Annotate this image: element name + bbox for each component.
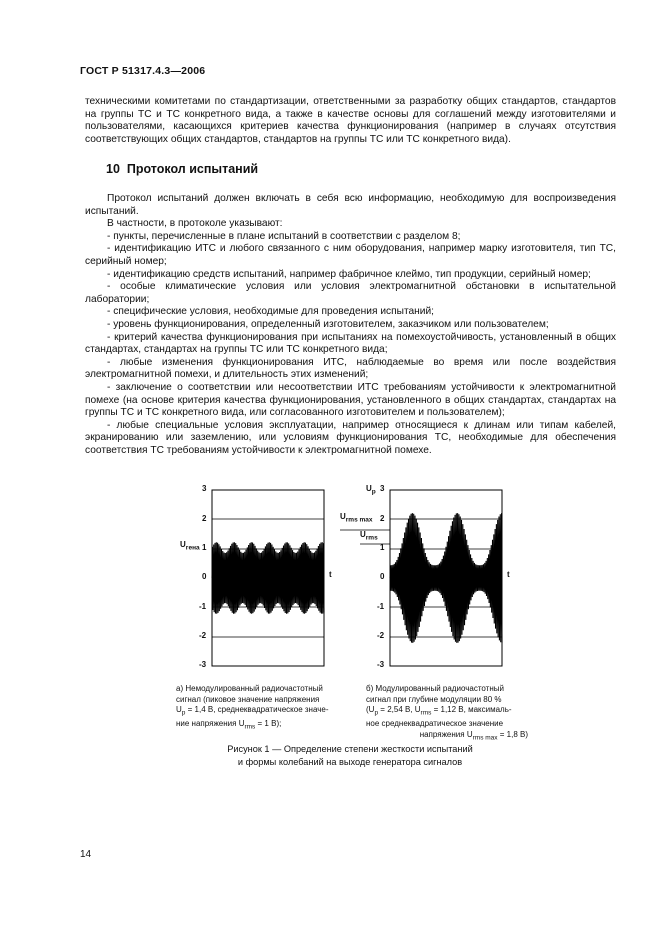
intro-text: техническими комитетами по стандартизации, ответственными за разработку общих стандартов, стандартов на группы ТС и ТС конкретного вида, а также в качестве основы для соглашений между изготовителями и пользователями, касающихся критериев качества функционирования (например в случаях отсутствия соответствующих общих стандартов, стандартов на группы ТС или ТС конкретного вида). [85, 96, 616, 145]
figure-caption: Рисунок 1 — Определение степени жесткости испытаний и формы колебаний на выходе генератора сигналов [227, 744, 473, 767]
document-header: ГОСТ Р 51317.4.3—2006 [80, 65, 206, 77]
left-tick-label: 1 [202, 543, 207, 552]
left-x-axis-label: t [329, 570, 332, 579]
left-tick-label: -2 [199, 631, 207, 640]
figure-right [340, 484, 510, 674]
right-tick-label: -2 [377, 631, 385, 640]
list-item: - особые климатические условия или условия электромагнитной обстановки в испытательной лаборатории; [85, 281, 616, 305]
left-tick-label: 3 [202, 484, 207, 493]
right-tick-label: 3 [380, 484, 385, 493]
unmodulated-waveform [212, 542, 324, 614]
modulated-waveform [390, 513, 502, 643]
right-tick-label: -1 [377, 602, 385, 611]
right-x-axis-label: t [507, 570, 510, 579]
page-number: 14 [80, 849, 92, 860]
list-item: - заключение о соответствии или несоответствии ИТС требованиям устойчивости к электромагнитной помехе (на основе критерия качества функционирования, установленного в общих стандартах, стандартах на группы ТС и ТС конкретного вида, или согласованного изготовителем и пользователем); [85, 381, 616, 419]
list-item: - критерий качества функционирования при испытаниях на помехоустойчивость, установленный в общих стандартах, стандартах на группы ТС или ТС конкретного вида; [85, 331, 616, 356]
right-tick-label: -3 [377, 660, 385, 669]
list-item: - специфические условия, необходимые для проведения испытаний; [107, 306, 434, 318]
list-item: - идентификацию ИТС и любого связанного с ним оборудования, например марку изготовителя, тип ТС, серийный номер; [85, 243, 616, 267]
list-item: - любые изменения функционирования ИТС, наблюдаемые во время или после воздействия электромагнитной помехи, и длительность этих изменений; [85, 356, 616, 381]
right-tick-label: 2 [380, 514, 385, 523]
left-tick-label: -3 [199, 660, 207, 669]
list-item: - любые специальные условия эксплуатации, например относящиеся к длинам или типам кабелей, экранированию или заземлению, или условиям функционирования ТС, необходимые для обеспечения соответствия ТС требованиям устойчивости к электромагнитной помехе. [85, 419, 616, 456]
paragraph: Протокол испытаний должен включать в себя всю информацию, необходимую для воспроизведения испытаний. [85, 193, 616, 217]
list-item: - уровень функционирования, определенный изготовителем, заказчиком или пользователем; [107, 318, 549, 330]
left-plot-caption: а) Немодулированный радиочастотный сигнал (пиковое значение напряжения $U_p = 1,4$ В, среднеквадратическое значе- ние напряжения $U_{rms} = 1$ В); [176, 684, 329, 731]
section-body [85, 193, 616, 457]
figure-left [180, 484, 350, 674]
label-urms-max: $U_{rms max}$ [340, 512, 373, 524]
section-heading [106, 162, 258, 176]
intro-paragraph [85, 96, 616, 146]
paragraph: В частности, в протоколе указывают: [107, 218, 283, 230]
left-tick-label: -1 [199, 602, 207, 611]
right-tick-label: 1 [380, 543, 385, 552]
left-y-axis-label: $U_{гена}$ [180, 540, 200, 552]
right-tick-label: 0 [380, 572, 385, 581]
list-item: - идентификацию средств испытаний, например фабричное клеймо, тип продукции, серийный номер; [107, 268, 591, 280]
right-plot-caption: б) Модулированный радиочастотный сигнал при глубине модуляции 80 % ($U_p = 2,54$ В, $U_{rms} = 1,12$ В, максималь- ное среднеквадратическое значение напряжения $U_{rms max} = 1,8$ В) [366, 684, 528, 742]
right-y-axis-label: $U_p$ [366, 484, 376, 496]
left-tick-label: 0 [202, 572, 207, 581]
list-item: - пункты, перечисленные в плане испытаний в соответствии с разделом 8; [107, 230, 461, 242]
label-urms: $U_{rms}$ [360, 530, 378, 542]
left-tick-label: 2 [202, 514, 207, 523]
section-number: 10 [106, 162, 120, 176]
section-title: Протокол испытаний [126, 162, 259, 176]
